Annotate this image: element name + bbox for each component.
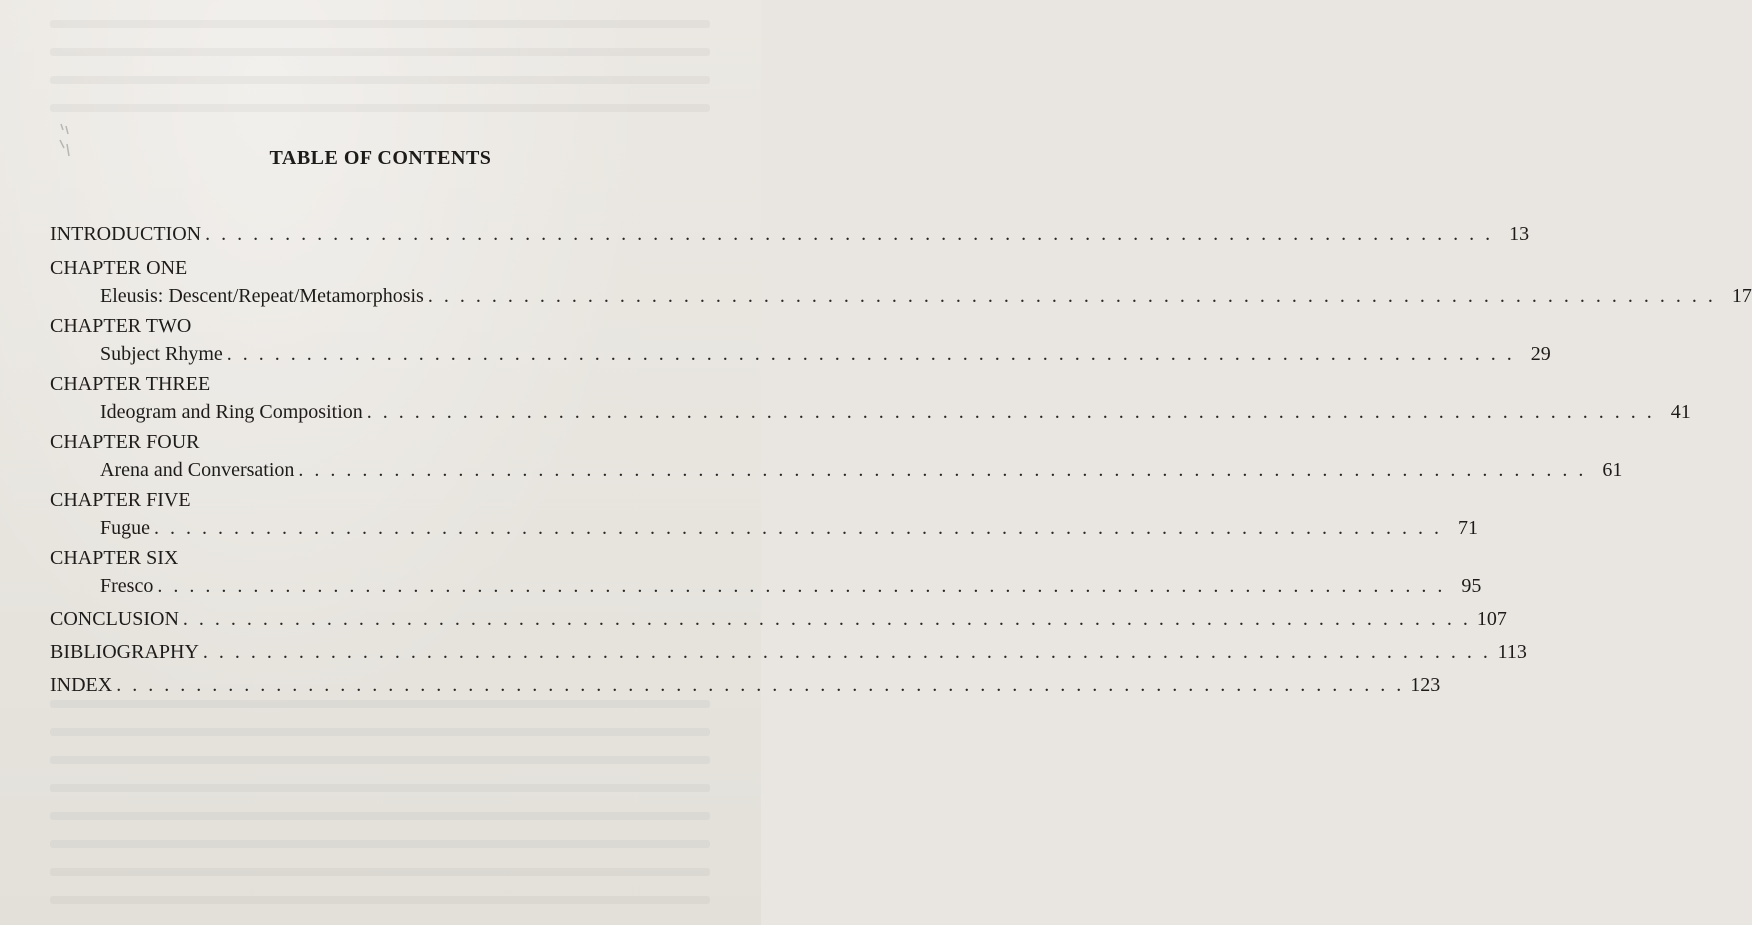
dot-leader: . . . . . . . . . . . . . . . . . . . . . . . . . . . . . . . . . . . . . . . . . . . . . . . . . . . . . . . . . . . . . . . . . . . . . . . . . . . . . . . . . xyxy=(298,459,1587,481)
dot-leader: . . . . . . . . . . . . . . . . . . . . . . . . . . . . . . . . . . . . . . . . . . . . . . . . . . . . . . . . . . . . . . . . . . . . . . . . . . . . . . . . . xyxy=(202,641,1491,663)
chapter-heading: CHAPTER ONE xyxy=(50,257,188,279)
dot-leader: . . . . . . . . . . . . . . . . . . . . . . . . . . . . . . . . . . . . . . . . . . . . . . . . . . . . . . . . . . . . . . . . . . . . . . . . . . . . . . . . . xyxy=(116,674,1405,696)
chapter-heading: CHAPTER FIVE xyxy=(50,489,191,511)
bleed-through-line xyxy=(50,784,710,792)
dot-leader: . . . . . . . . . . . . . . . . . . . . . . . . . . . . . . . . . . . . . . . . . . . . . . . . . . . . . . . . . . . . . . . . . . . . . . . . . . . . . . . . . xyxy=(226,343,1515,365)
page-number: 29 xyxy=(1530,343,1551,365)
toc-entry-index xyxy=(50,671,1441,700)
dot-leader: . . . . . . . . . . . . . . . . . . . . . . . . . . . . . . . . . . . . . . . . . . . . . . . . . . . . . . . . . . . . . . . . . . . . . . . . . . . . . . . . . xyxy=(157,575,1446,597)
chapter-heading: CHAPTER TWO xyxy=(50,315,192,337)
toc-entry-chapter-five xyxy=(50,514,1478,543)
entry-label: Eleusis: Descent/Repeat/Metamorphosis xyxy=(100,285,424,307)
bleed-through-line xyxy=(50,756,710,764)
toc-entry-introduction xyxy=(50,220,1530,249)
page-number: 123 xyxy=(1410,674,1441,696)
page-number: 61 xyxy=(1602,459,1623,481)
dot-leader: . . . . . . . . . . . . . . . . . . . . . . . . . . . . . . . . . . . . . . . . . . . . . . . . . . . . . . . . . . . . . . . . . . . . . . . . . . . . . . . . . xyxy=(205,223,1494,245)
entry-label: Ideogram and Ring Composition xyxy=(100,401,363,423)
dot-leader: . . . . . . . . . . . . . . . . . . . . . . . . . . . . . . . . . . . . . . . . . . . . . . . . . . . . . . . . . . . . . . . . . . . . . . . . . . . . . . . . . xyxy=(366,401,1655,423)
toc-entry-chapter-one xyxy=(50,282,1752,311)
toc-entry-chapter-two xyxy=(50,340,1551,369)
toc-entry-bibliography xyxy=(50,638,1527,667)
bleed-through-line xyxy=(50,20,710,28)
bleed-through-line xyxy=(50,896,710,904)
toc-entry-chapter-three xyxy=(50,398,1691,427)
table-of-contents xyxy=(50,220,1752,700)
dot-leader: . . . . . . . . . . . . . . . . . . . . . . . . . . . . . . . . . . . . . . . . . . . . . . . . . . . . . . . . . . . . . . . . . . . . . . . . . . . . . . . . . xyxy=(154,517,1442,539)
bleed-through-line xyxy=(50,48,710,56)
bleed-through-line xyxy=(50,700,710,708)
page-number: 41 xyxy=(1670,401,1691,423)
entry-label: Arena and Conversation xyxy=(100,459,295,481)
entry-label: Fugue xyxy=(100,517,150,539)
chapter-heading: CHAPTER THREE xyxy=(50,373,211,395)
page-title: TABLE OF CONTENTS xyxy=(269,147,492,169)
entry-label: Subject Rhyme xyxy=(100,343,223,365)
entry-label: CONCLUSION xyxy=(50,608,179,630)
entry-label: INTRODUCTION xyxy=(50,223,202,245)
page-number: 17 xyxy=(1731,285,1752,307)
dot-leader: . . . . . . . . . . . . . . . . . . . . . . . . . . . . . . . . . . . . . . . . . . . . . . . . . . . . . . . . . . . . . . . . . . . . . . . . . . . . . . . . . xyxy=(182,608,1471,630)
entry-label: BIBLIOGRAPHY xyxy=(50,641,199,663)
page-number: 95 xyxy=(1461,575,1482,597)
bleed-through-line xyxy=(50,728,710,736)
page-number: 71 xyxy=(1458,517,1478,539)
toc-entry-chapter-four xyxy=(50,456,1623,485)
toc-entry-conclusion xyxy=(50,605,1507,634)
entry-label: Fresco xyxy=(100,575,154,597)
page-number: 107 xyxy=(1476,608,1507,630)
toc-entry-chapter-six xyxy=(50,572,1482,601)
chapter-heading: CHAPTER FOUR xyxy=(50,431,200,453)
bleed-through-line xyxy=(50,840,710,848)
entry-label: INDEX xyxy=(50,674,113,696)
bleed-through-line xyxy=(50,812,710,820)
dot-leader: . . . . . . . . . . . . . . . . . . . . . . . . . . . . . . . . . . . . . . . . . . . . . . . . . . . . . . . . . . . . . . . . . . . . . . . . . . . . . . . . . xyxy=(427,285,1716,307)
bleed-through-line xyxy=(50,76,710,84)
chapter-heading: CHAPTER SIX xyxy=(50,547,179,569)
page-number: 13 xyxy=(1509,223,1530,245)
bleed-through-line xyxy=(50,868,710,876)
bleed-through-line xyxy=(50,104,710,112)
page-number: 113 xyxy=(1497,641,1527,663)
